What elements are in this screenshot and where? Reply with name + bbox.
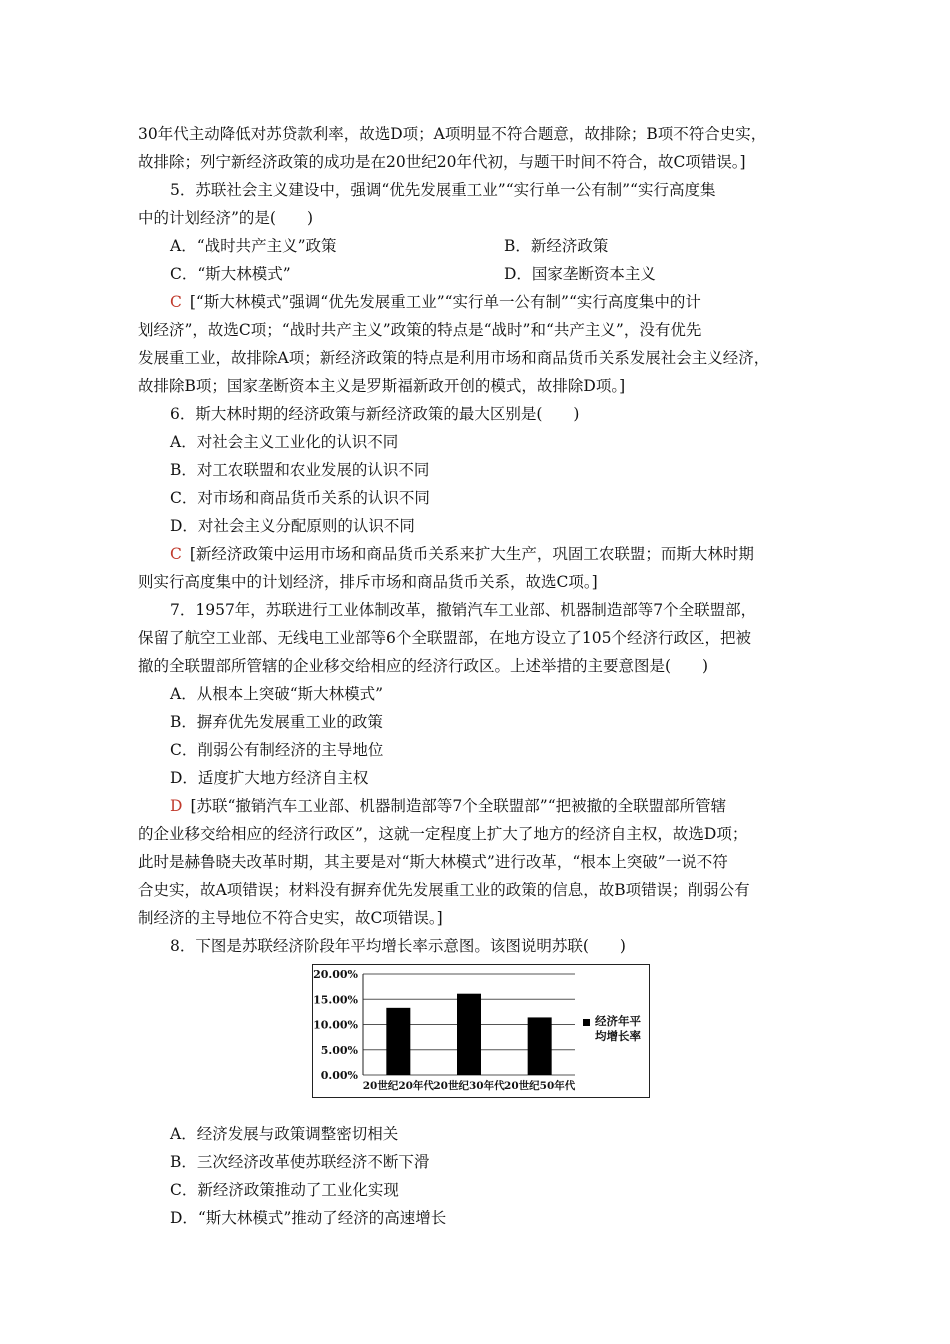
x-tick-label: 20世纪50年代 bbox=[504, 1080, 576, 1092]
x-tick-label: 20世纪30年代 bbox=[433, 1080, 505, 1092]
answer-letter: C bbox=[170, 293, 182, 311]
explanation-text: 此时是赫鲁晓夫改革时期，其主要是对“斯大林模式”进行改革，“根本上突破”一说不符 bbox=[138, 853, 728, 871]
option-c: C．新经济政策推动了工业化实现 bbox=[170, 1181, 399, 1199]
options-row bbox=[138, 232, 818, 260]
option-b: B．新经济政策 bbox=[504, 237, 609, 255]
explanation bbox=[138, 288, 818, 316]
option-b: B．三次经济改革使苏联经济不断下滑 bbox=[170, 1153, 430, 1171]
answer-letter: D bbox=[170, 797, 183, 815]
chart-container bbox=[138, 964, 818, 1114]
question-7 bbox=[138, 596, 818, 932]
growth-rate-chart bbox=[313, 965, 649, 1097]
legend-label: 经济年平 bbox=[595, 1014, 641, 1028]
question-stem: 8．下图是苏联经济阶段年平均增长率示意图。该图说明苏联( ) bbox=[170, 937, 626, 955]
explanation-text: 的企业移交给相应的经济行政区”，这就一定程度上扩大了地方的经济自主权，故选D项； bbox=[138, 825, 748, 843]
question-stem: 撤的全联盟部所管辖的企业移交给相应的经济行政区。上述举措的主要意图是( ) bbox=[138, 657, 709, 675]
explanation-text: 则实行高度集中的计划经济，排斥市场和商品货币关系，故选C项。] bbox=[138, 573, 598, 591]
explanation-text: 制经济的主导地位不符合史实，故C项错误。] bbox=[138, 909, 443, 927]
explanation-text: [“斯大林模式”强调“优先发展重工业”“实行单一公有制”“实行高度集中的计 bbox=[189, 293, 701, 311]
y-tick-label: 0.00% bbox=[320, 1069, 358, 1082]
option-b: B．对工农联盟和农业发展的认识不同 bbox=[170, 461, 430, 479]
bar bbox=[386, 1008, 410, 1075]
option-d: D．适度扩大地方经济自主权 bbox=[170, 769, 369, 787]
option-d: D．对社会主义分配原则的认识不同 bbox=[170, 517, 415, 535]
y-tick-label: 20.00% bbox=[313, 968, 358, 981]
explanation-text: [新经济政策中运用市场和商品货币关系来扩大生产，巩固工农联盟；而斯大林时期 bbox=[189, 545, 754, 563]
legend-swatch bbox=[583, 1019, 590, 1026]
explanation-text: 故排除B项；国家垄断资本主义是罗斯福新政开创的模式，故排除D项。] bbox=[138, 377, 626, 395]
explanation-text: 合史实，故A项错误；材料没有摒弃优先发展重工业的政策的信息，故B项错误；削弱公有 bbox=[138, 881, 750, 899]
question-stem: 6．斯大林时期的经济政策与新经济政策的最大区别是( ) bbox=[170, 405, 580, 423]
option-d: D．国家垄断资本主义 bbox=[504, 265, 656, 283]
text-line: 故排除；列宁新经济政策的成功是在20世纪20年代初，与题干时间不符合，故C项错误。] bbox=[138, 153, 746, 171]
option-c: C．对市场和商品货币关系的认识不同 bbox=[170, 489, 430, 507]
y-tick-label: 15.00% bbox=[313, 993, 358, 1007]
options-row bbox=[138, 260, 818, 288]
explanation-text: 发展重工业，故排除A项；新经济政策的特点是利用市场和商品货币关系发展社会主义经济， bbox=[138, 349, 770, 367]
bar bbox=[457, 994, 481, 1075]
legend-label: 均增长率 bbox=[595, 1029, 641, 1043]
explanation bbox=[138, 540, 818, 568]
option-a: A．对社会主义工业化的认识不同 bbox=[170, 433, 399, 451]
x-tick-label: 20世纪20年代 bbox=[362, 1080, 434, 1092]
option-d: D．“斯大林模式”推动了经济的高速增长 bbox=[170, 1209, 447, 1227]
text-line: 30年代主动降低对苏贷款利率，故选D项；A项明显不符合题意，故排除；B项不符合史实， bbox=[138, 125, 767, 143]
option-c: C．削弱公有制经济的主导地位 bbox=[170, 741, 384, 759]
question-stem: 保留了航空工业部、无线电工业部等6个全联盟部，在地方设立了105个经济行政区，把被 bbox=[138, 629, 751, 647]
option-c: C．“斯大林模式” bbox=[170, 265, 291, 283]
answer-letter: C bbox=[170, 545, 182, 563]
option-b: B．摒弃优先发展重工业的政策 bbox=[170, 713, 383, 731]
question-6 bbox=[138, 400, 818, 596]
option-a: A．从根本上突破“斯大林模式” bbox=[170, 685, 384, 703]
explanation-text: [苏联“撤销汽车工业部、机器制造部等7个全联盟部”“把被撤的全联盟部所管辖 bbox=[190, 797, 727, 815]
question-stem: 中的计划经济”的是( ) bbox=[138, 209, 314, 227]
question-stem: 7．1957年，苏联进行工业体制改革，撤销汽车工业部、机器制造部等7个全联盟部， bbox=[170, 601, 757, 619]
y-tick-label: 10.00% bbox=[313, 1018, 358, 1032]
question-stem: 5．苏联社会主义建设中，强调“优先发展重工业”“实行单一公有制”“实行高度集 bbox=[170, 181, 716, 199]
question-5 bbox=[138, 176, 818, 400]
y-tick-label: 5.00% bbox=[320, 1043, 358, 1057]
bar bbox=[528, 1017, 552, 1075]
option-a: A．“战时共产主义”政策 bbox=[170, 237, 337, 255]
question-8 bbox=[138, 932, 818, 1232]
explanation-text: 划经济”，故选C项；“战时共产主义”政策的特点是“战时”和“共产主义”，没有优先 bbox=[138, 321, 702, 339]
option-a: A．经济发展与政策调整密切相关 bbox=[170, 1125, 399, 1143]
document-page bbox=[138, 120, 818, 1232]
explanation bbox=[138, 792, 818, 820]
chart-frame bbox=[312, 964, 650, 1098]
